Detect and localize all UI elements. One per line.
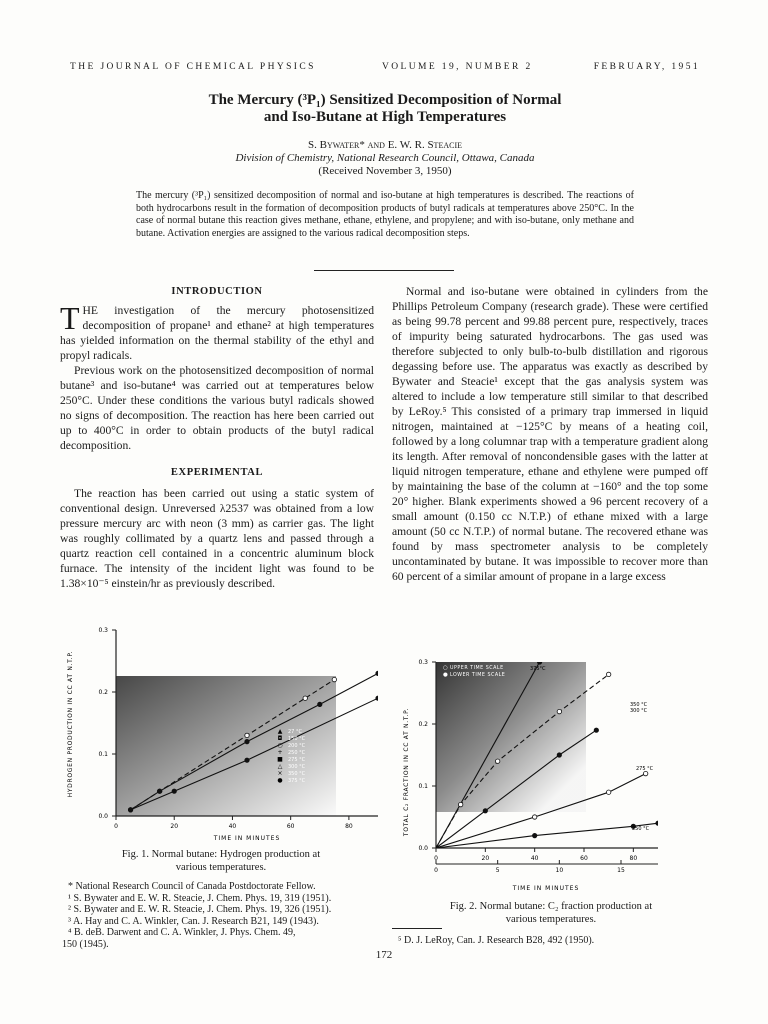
footnote-rule <box>392 928 442 929</box>
footnote-2: ² S. Bywater and E. W. R. Steacie, J. Chem. Phys. 19, 326 (1951). <box>68 904 332 915</box>
data-point <box>537 660 541 664</box>
footnote-4: ⁴ B. deB. Darwent and C. A. Winkler, J. Phys. Chem. 49, <box>68 927 296 938</box>
footnotes <box>62 881 378 950</box>
legend-label: 275 °C <box>288 757 306 763</box>
data-point <box>643 771 647 775</box>
x-tick-label: 0 <box>434 855 438 862</box>
article-title <box>100 92 670 126</box>
lower-x-tick-label: 0 <box>434 867 438 874</box>
figure-1-caption-line-2: various temperatures. <box>175 862 267 873</box>
legend-symbol: ● <box>277 777 283 784</box>
received-date: (Received November 3, 1950) <box>318 165 452 177</box>
legend-symbol: × <box>277 770 283 777</box>
data-point <box>495 759 499 763</box>
figure-2-shading <box>436 662 586 812</box>
x-tick-label: 40 <box>530 855 539 862</box>
footnote-star: * National Research Council of Canada Postdoctorate Fellow. <box>68 881 316 892</box>
data-point <box>483 809 487 813</box>
data-point <box>332 677 336 681</box>
y-tick-label: 0.3 <box>418 659 428 666</box>
volume-number: VOLUME 19, NUMBER 2 <box>382 62 533 72</box>
x-tick-label: 20 <box>481 855 490 862</box>
figure-2-caption-line-2: various temperatures. <box>505 914 597 925</box>
fig1-ylabel: HYDROGEN PRODUCTION IN CC AT N.T.P. <box>67 650 74 798</box>
legend-symbol: ▲ <box>277 728 283 735</box>
legend-symbol: + <box>277 749 283 756</box>
y-tick-label: 0.1 <box>98 751 108 758</box>
legend-symbol: ● <box>443 672 448 678</box>
right-column <box>392 284 708 584</box>
y-tick-label: 0.0 <box>98 813 108 820</box>
legend-symbol: △ <box>277 763 283 770</box>
legend-symbol: ■ <box>277 756 283 763</box>
x-tick-label: 60 <box>580 855 588 862</box>
x-tick-label: 20 <box>170 823 179 830</box>
data-point <box>557 709 561 713</box>
series-annotation: 275 °C <box>636 766 654 772</box>
lower-x-tick-label: 5 <box>495 867 500 874</box>
data-point <box>157 789 161 793</box>
data-point <box>532 833 536 837</box>
materials-paragraph: Normal and iso-butane were obtained in cylinders from the Phillips Petroleum Company (research grade). These were certified as being 99.78 percent and 99.88 percent pure, respectively, traces of impurity being saturated hydrocarbons. The gas used was therefore subjected to only bulb-to-bulb distillation and rigorous degassing before use. The apparatus was exactly as described by Bywater and Steacie¹ except that the gas analysis system was altered to include a low temperature still similar to that described by LeRoy.⁵ This consisted of a primary trap immersed in liquid nitrogen, maintained at −125°C by means of a heating coil, followed by a long columnar trap with a temperature gradient along its length. After removal of noncondensible gases with the latter at liquid nitrogen temperature, ethane and ethylene were pumped off by maintaining the base of the column at −160° and the top some 20° higher. Blank experiments showed a 96 percent recovery of a small amount (0.150 cc N.T.P.) of ethane mixed with a large amount (50 cc N.T.P.) of normal butane. The recovered ethane was found by mass spectrometer analysis to be completely uncontaminated by butane. It was impossible to recover more than 60 percent of a similar amount of propane in a large excess <box>392 285 708 583</box>
abstract: The mercury (³P₁) sensitized decomposition of normal and iso-butane at high temperatures is described. The reactions of both hydrocarbons result in the formation of decomposition products of butyl radicals at temperatures above 250°C. In the case of normal butane this reaction gives methane, ethane, ethylene, and propylene; and with iso-butane, only methane and butane. Activation energies are assigned to the various radical decomposition steps. <box>136 190 634 239</box>
footnote-4-cont: 150 (1945). <box>62 938 109 950</box>
author-block <box>100 139 670 178</box>
footnote-5: ⁵ D. J. LeRoy, Can. J. Research B28, 492 (1950). <box>398 935 595 946</box>
data-point <box>557 753 561 757</box>
data-point <box>458 802 462 806</box>
data-point <box>245 739 249 743</box>
running-head <box>70 62 700 76</box>
title-line-2: and Iso-Butane at High Temperatures <box>263 109 507 125</box>
legend-label: 300 °C <box>288 764 306 770</box>
series-annotation: 250 °C <box>632 826 650 832</box>
title-line-1: The Mercury (³P₁) Sensitized Decomposition of Normal <box>208 92 562 108</box>
series-line <box>436 823 658 848</box>
footnote-3: ³ A. Hay and C. A. Winkler, Can. J. Research B21, 149 (1943). <box>68 915 319 927</box>
author-names: S. Bywater* and E. W. R. Steacie <box>307 139 462 151</box>
issue-date: FEBRUARY, 1951 <box>593 62 700 72</box>
data-point <box>594 728 598 732</box>
data-point <box>245 733 249 737</box>
legend-label: 150 °C <box>288 736 306 742</box>
legend-label: 250 °C <box>288 750 306 756</box>
intro-paragraph-1-text: HE investigation of the mercury photosensitized decomposition of propane¹ and ethane² at high temperatures has yielded information on the thermal stability of the ethyl and propyl radicals. <box>60 304 374 362</box>
x-tick-label: 80 <box>629 855 638 862</box>
y-tick-label: 0.2 <box>418 721 428 728</box>
data-point <box>318 702 322 706</box>
fig2-xlabel: TIME IN MINUTES <box>512 885 580 892</box>
fig2-ylabel: TOTAL C₂ FRACTION IN CC AT N.T.P. <box>403 707 410 837</box>
intro-heading: INTRODUCTION <box>171 286 263 297</box>
data-point <box>376 696 380 700</box>
experimental-heading: EXPERIMENTAL <box>170 467 264 478</box>
data-point <box>656 821 660 825</box>
legend-label: LOWER TIME SCALE <box>450 673 506 678</box>
legend-symbol: ◘ <box>277 735 283 742</box>
y-tick-label: 0.3 <box>98 627 108 634</box>
lower-x-tick-label: 15 <box>617 867 625 874</box>
figure-1-caption-line-1: Fig. 1. Normal butane: Hydrogen production at <box>121 849 321 860</box>
affiliation: Division of Chemistry, National Research Council, Ottawa, Canada <box>235 152 535 164</box>
legend-label: 375 °C <box>288 778 306 784</box>
data-point <box>303 696 307 700</box>
lower-x-tick-label: 10 <box>555 867 564 874</box>
figure-2-chart <box>396 652 660 898</box>
data-point <box>606 790 610 794</box>
journal-name: THE JOURNAL OF CHEMICAL PHYSICS <box>70 62 316 72</box>
fig1-xlabel: TIME IN MINUTES <box>213 835 281 842</box>
legend-label: 350 °C <box>288 771 306 777</box>
figure-2-caption-line-1: Fig. 2. Normal butane: C₂ fraction production at <box>449 901 653 912</box>
legend-symbol: ○ <box>443 665 448 671</box>
figure-2-caption <box>396 900 706 926</box>
y-tick-label: 0.1 <box>418 783 428 790</box>
x-tick-label: 0 <box>114 823 118 830</box>
x-tick-label: 80 <box>345 823 353 830</box>
y-tick-label: 0.0 <box>418 845 428 852</box>
intro-paragraph-1 <box>60 300 374 363</box>
left-column <box>60 284 374 591</box>
legend-label: 27 °C <box>288 729 302 735</box>
data-point <box>128 808 132 812</box>
figure-1-caption <box>62 848 380 874</box>
section-divider <box>314 270 454 271</box>
drop-cap: T <box>60 300 80 336</box>
data-point <box>532 815 536 819</box>
legend-label: 200 °C <box>288 743 306 749</box>
series-annotation: 300 °C <box>630 708 648 714</box>
series-annotation: 350 °C <box>630 702 648 708</box>
page-number: 172 <box>375 949 393 961</box>
series-annotation: 375°C <box>530 666 546 672</box>
x-tick-label: 40 <box>228 823 237 830</box>
legend-label: UPPER TIME SCALE <box>450 666 504 671</box>
data-point <box>245 758 249 762</box>
intro-paragraph-2: Previous work on the photosensitized decomposition of normal butane³ and iso-butane⁴ was carried out at temperatures below 250°C. Under these conditions the various butyl radicals showed no signs of decomposition. The reaction has here been carried out up to 400°C in order to obtain products of the butyl radical decomposition. <box>60 364 374 452</box>
data-point <box>172 789 176 793</box>
figure-1-chart <box>62 620 380 846</box>
experimental-paragraph-1: The reaction has been carried out using a static system of conventional design. Unreversed λ2537 was obtained from a low pressure mercury arc with neon (3 mm) as carrier gas. The light was roughly collimated by a quartz lens and passed through a quartz reaction cell contained in a concentric aluminum block furnace. The intensity of the incident light was found to be 1.38×10⁻⁵ einstein/hr as previously described. <box>60 487 374 590</box>
x-tick-label: 60 <box>286 823 295 830</box>
footnote-1: ¹ S. Bywater and E. W. R. Steacie, J. Chem. Phys. 19, 319 (1951). <box>68 892 332 904</box>
data-point <box>376 671 380 675</box>
data-point <box>606 672 610 676</box>
y-tick-label: 0.2 <box>98 689 108 696</box>
legend-symbol: ○ <box>277 742 283 749</box>
